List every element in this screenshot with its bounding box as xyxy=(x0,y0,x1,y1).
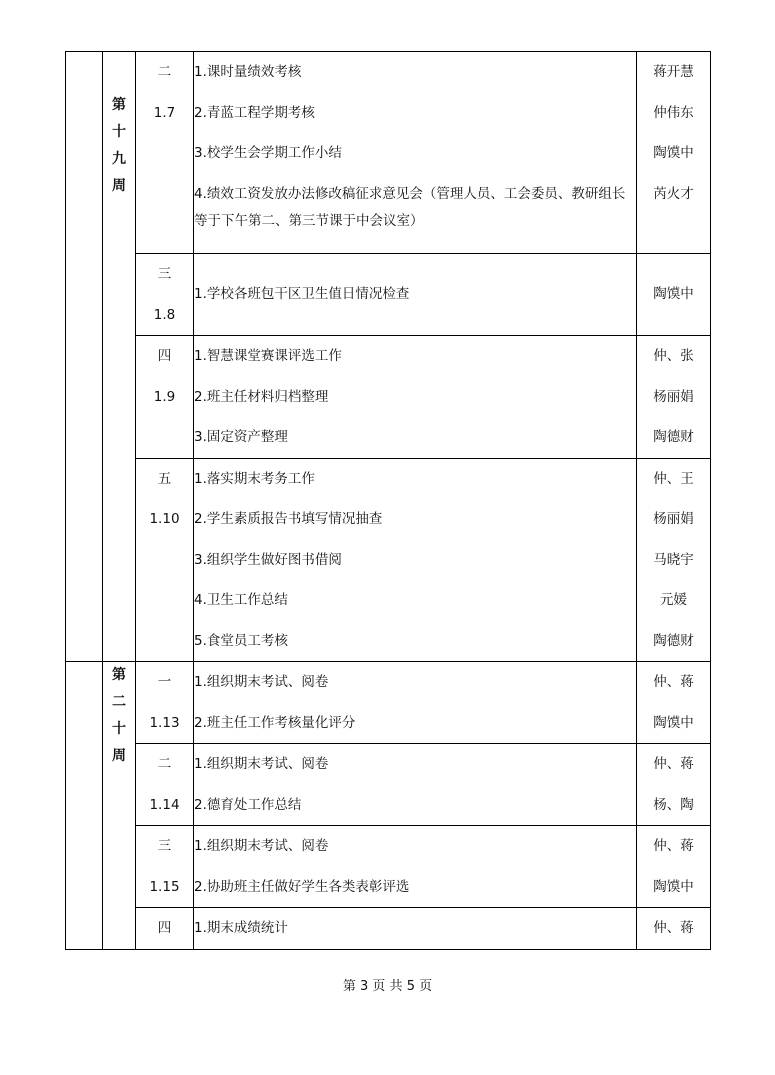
date: 1.7 xyxy=(153,104,176,121)
margin-cell xyxy=(66,52,103,662)
person: 元媛 xyxy=(660,592,687,608)
date: 1.10 xyxy=(149,511,180,527)
task-item: 1.落实期末考务工作 xyxy=(194,470,315,487)
persons-cell xyxy=(637,336,711,459)
weekday: 一 xyxy=(157,674,172,690)
person: 杨、陶 xyxy=(653,796,694,813)
weekday: 四 xyxy=(157,920,172,936)
person: 陶德财 xyxy=(653,632,694,649)
weekday: 三 xyxy=(157,266,172,282)
person: 陶德财 xyxy=(653,429,694,445)
table-row xyxy=(66,52,711,254)
task-item: 1.学校各班包干区卫生值日情况检查 xyxy=(194,286,410,303)
date: 1.13 xyxy=(149,714,180,731)
week-label: 第二十周 xyxy=(112,667,126,764)
date: 1.9 xyxy=(153,388,176,405)
task-item: 2.学生素质报告书填写情况抽查 xyxy=(194,511,383,527)
table-row xyxy=(66,826,711,908)
task-item: 1.组织期末考试、阅卷 xyxy=(194,756,329,772)
day-cell xyxy=(136,458,194,662)
persons-cell xyxy=(637,826,711,908)
task-item: 1.课时量绩效考核 xyxy=(194,64,302,80)
person: 陶馍中 xyxy=(653,714,694,731)
table-row xyxy=(66,662,711,744)
weekday: 五 xyxy=(157,470,172,487)
table-row xyxy=(66,908,711,950)
person: 仲、蒋 xyxy=(653,920,694,936)
task-item: 3.组织学生做好图书借阅 xyxy=(194,551,342,568)
page-footer: 第 3 页 共 5 页 xyxy=(342,979,433,994)
persons-cell xyxy=(637,908,711,950)
task-item: 3.固定资产整理 xyxy=(194,429,288,445)
person: 杨丽娟 xyxy=(653,511,694,527)
week-label: 第十九周 xyxy=(112,97,126,194)
weekday: 四 xyxy=(157,348,172,364)
tasks-cell xyxy=(194,826,637,908)
person: 仲、张 xyxy=(653,348,694,364)
day-cell xyxy=(136,826,194,908)
margin-cell xyxy=(66,662,103,950)
task-item: 2.班主任工作考核量化评分 xyxy=(194,714,356,731)
tasks-cell xyxy=(194,336,637,459)
person: 陶馍中 xyxy=(653,145,694,161)
weekday: 二 xyxy=(157,756,172,772)
person: 杨丽娟 xyxy=(653,388,694,405)
person: 马晓宇 xyxy=(653,551,694,568)
table-row xyxy=(66,336,711,459)
tasks-cell xyxy=(194,744,637,826)
week-cell xyxy=(103,52,136,662)
table-row xyxy=(66,254,711,336)
day-cell xyxy=(136,254,194,336)
tasks-cell xyxy=(194,458,637,662)
day-cell xyxy=(136,908,194,950)
person: 仲、蒋 xyxy=(653,838,694,854)
day-cell xyxy=(136,336,194,459)
task-item: 4.绩效工资发放办法修改稿征求意见会（管理人员、工会委员、教研组长等于下午第二、第三节课于中会议室） xyxy=(194,185,626,229)
weekday: 二 xyxy=(157,64,172,80)
date: 1.15 xyxy=(149,878,180,895)
person: 仲伟东 xyxy=(653,104,694,121)
person: 陶馍中 xyxy=(653,286,694,303)
person: 仲、王 xyxy=(653,470,694,487)
day-cell xyxy=(136,52,194,254)
task-item: 2.班主任材料归档整理 xyxy=(194,388,329,405)
persons-cell xyxy=(637,662,711,744)
task-item: 2.德育处工作总结 xyxy=(194,796,302,813)
task-item: 1.组织期末考试、阅卷 xyxy=(194,674,329,690)
person: 蒋开慧 xyxy=(653,64,694,80)
tasks-cell xyxy=(194,662,637,744)
task-item: 1.智慧课堂赛课评选工作 xyxy=(194,348,342,364)
task-item: 5.食堂员工考核 xyxy=(194,632,288,649)
persons-cell xyxy=(637,52,711,254)
persons-cell xyxy=(637,458,711,662)
person: 仲、蒋 xyxy=(653,756,694,772)
table-row xyxy=(66,458,711,662)
task-item: 1.组织期末考试、阅卷 xyxy=(194,838,329,854)
task-item: 4.卫生工作总结 xyxy=(194,592,288,608)
tasks-cell xyxy=(194,254,637,336)
person: 芮火才 xyxy=(653,185,694,202)
day-cell xyxy=(136,662,194,744)
tasks-cell xyxy=(194,908,637,950)
task-item: 2.青蓝工程学期考核 xyxy=(194,104,315,121)
task-item: 2.协助班主任做好学生各类表彰评选 xyxy=(194,878,410,895)
schedule-table xyxy=(65,51,711,950)
table-row xyxy=(66,744,711,826)
week-cell xyxy=(103,662,136,950)
person: 仲、蒋 xyxy=(653,674,694,690)
task-item: 3.校学生会学期工作小结 xyxy=(194,145,342,161)
date: 1.8 xyxy=(153,306,176,323)
weekday: 三 xyxy=(157,838,172,854)
persons-cell xyxy=(637,744,711,826)
task-item: 1.期末成绩统计 xyxy=(194,920,288,936)
persons-cell xyxy=(637,254,711,336)
person: 陶馍中 xyxy=(653,878,694,895)
date: 1.14 xyxy=(149,796,180,813)
day-cell xyxy=(136,744,194,826)
tasks-cell xyxy=(194,52,637,254)
